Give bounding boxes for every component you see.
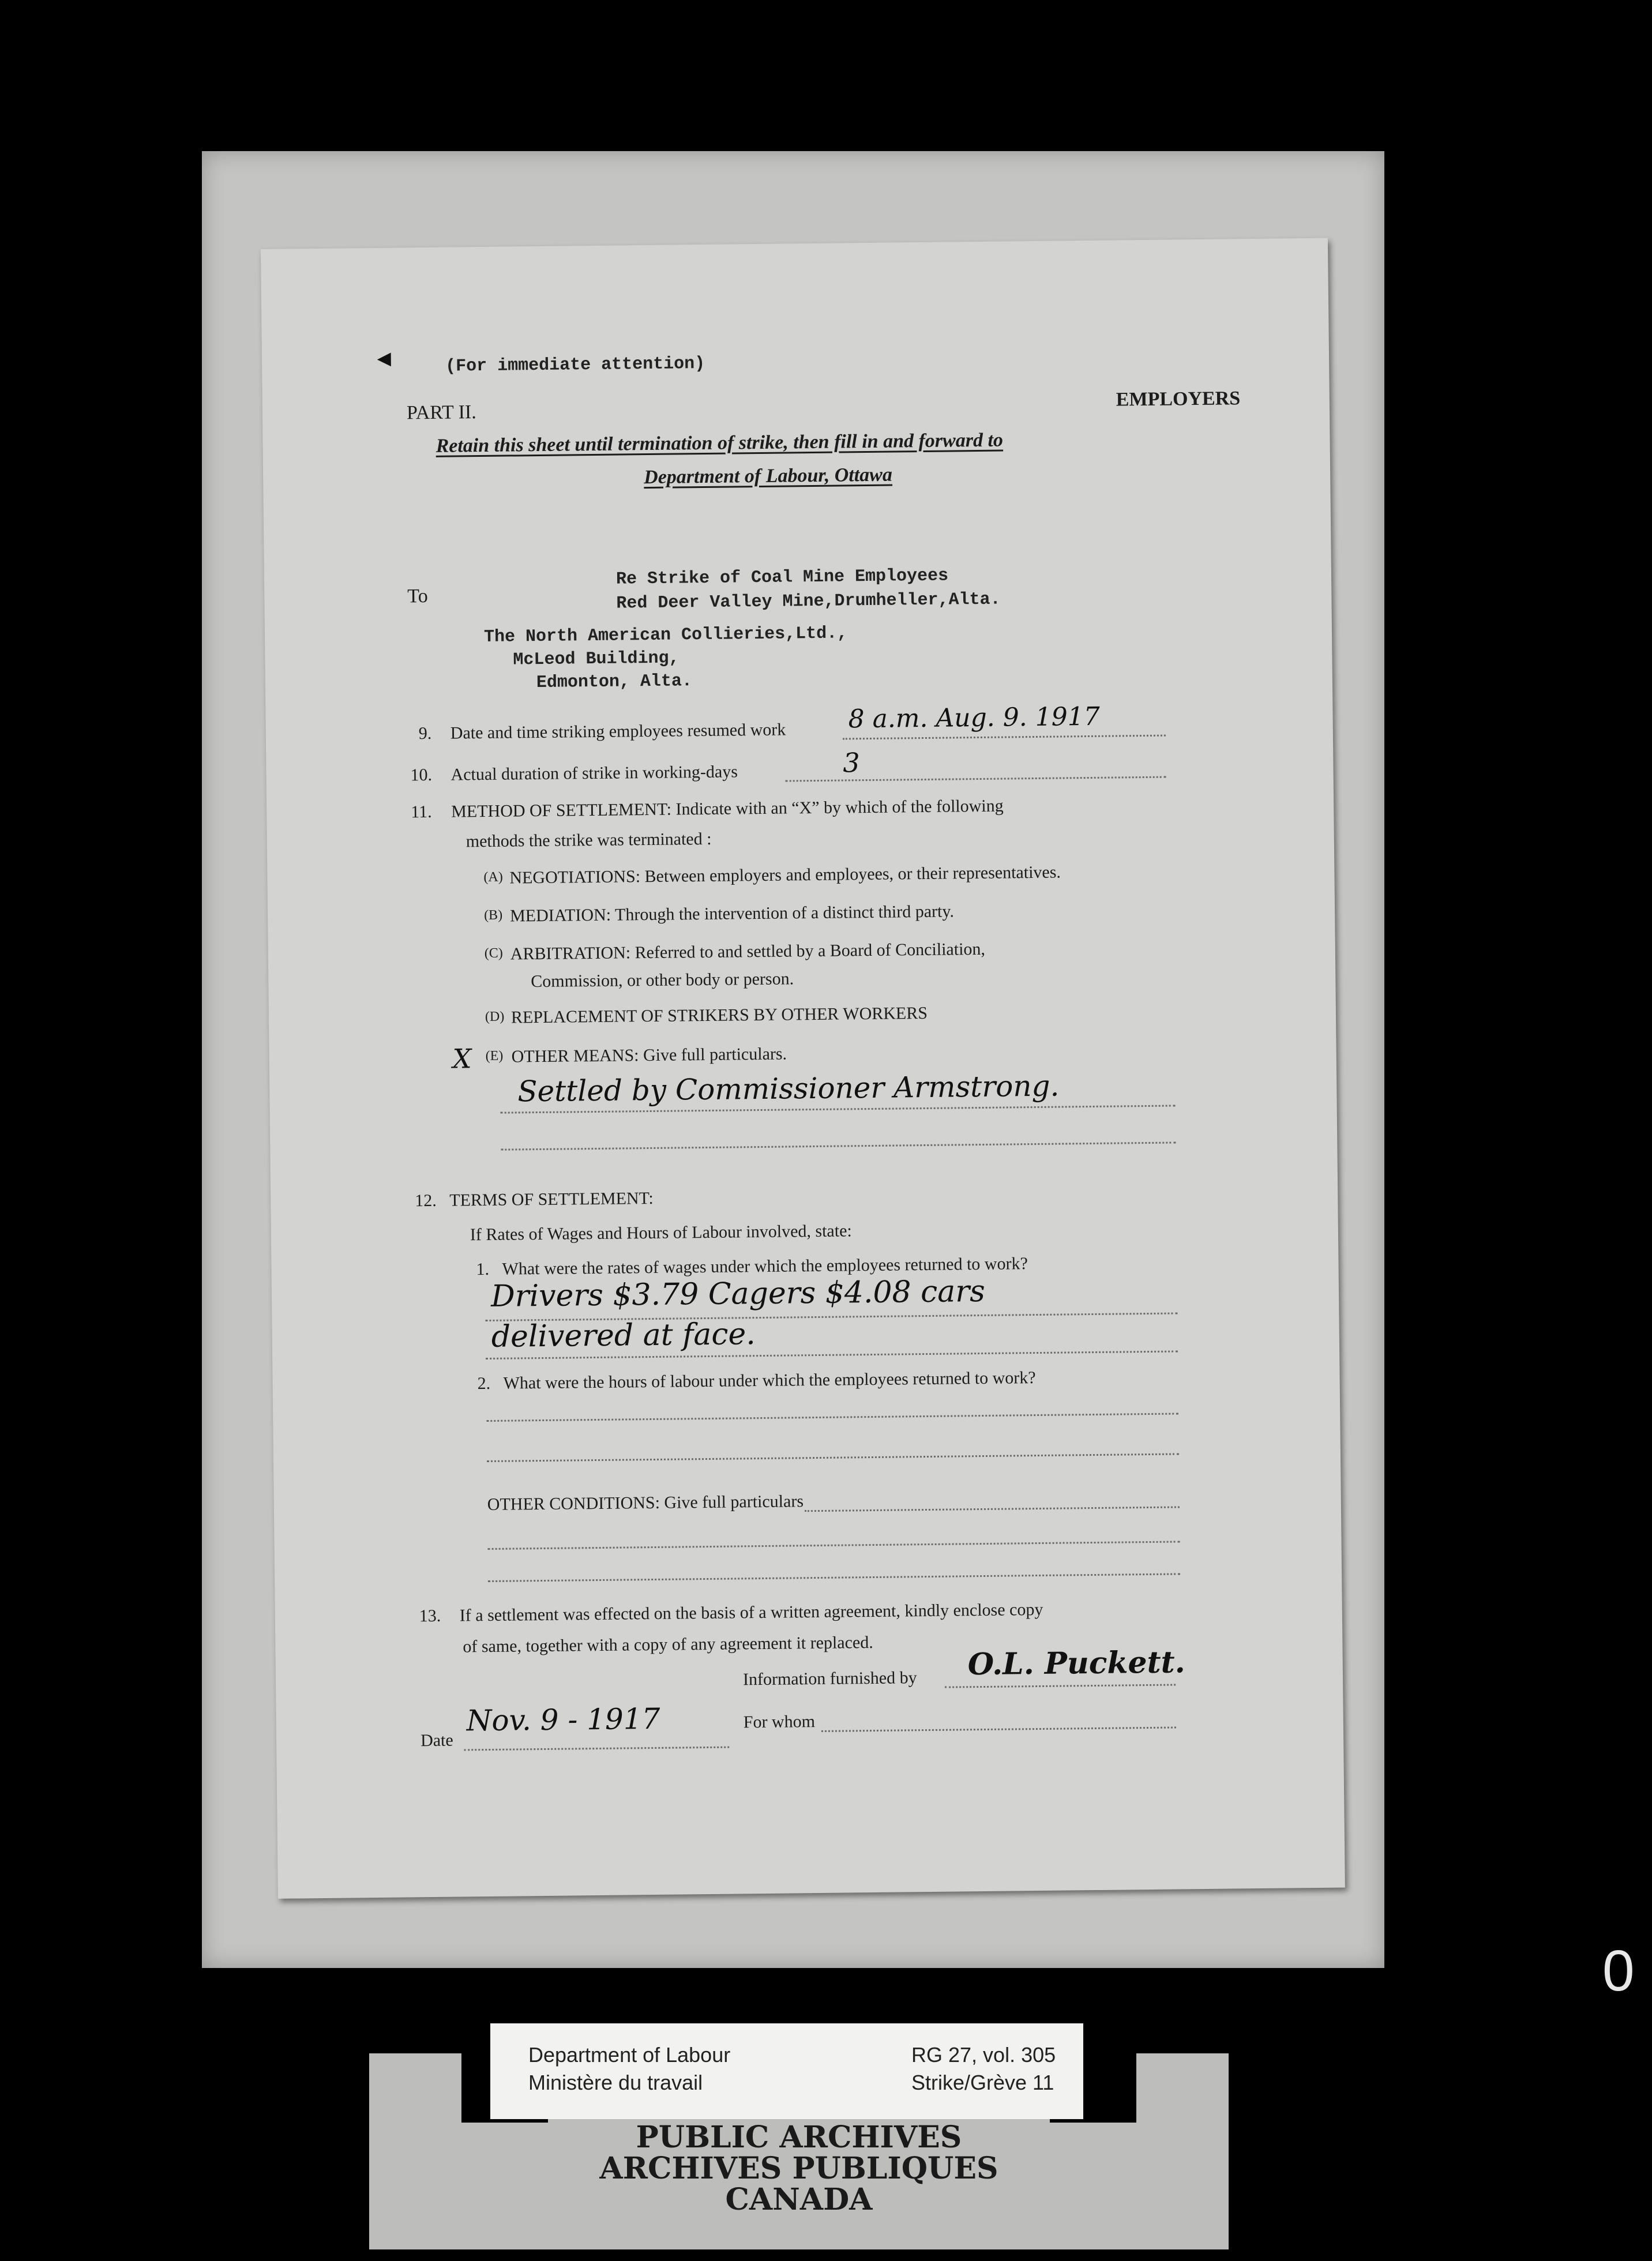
q9-answer-line — [843, 735, 1166, 740]
date-value: Nov. 9 - 1917 — [466, 1702, 660, 1738]
date-line — [464, 1747, 729, 1751]
q12-title: TERMS OF SETTLEMENT: — [449, 1188, 654, 1210]
q12-intro: If Rates of Wages and Hours of Labour involved, state: — [470, 1221, 852, 1245]
option-c-text-2: Commission, or other body or person. — [531, 969, 794, 991]
re-line-1: Re Strike of Coal Mine Employees — [615, 566, 949, 589]
q12-sub2-number: 2. — [477, 1373, 491, 1394]
q12-sub1-number: 1. — [476, 1259, 490, 1279]
option-d-letter: (D) — [485, 1009, 505, 1024]
stamp-line-2: ARCHIVES PUBLIQUES — [599, 2151, 998, 2186]
option-e-x-mark: X — [452, 1043, 472, 1075]
frame-mark: 0 — [1602, 1939, 1635, 2003]
option-b-letter: (B) — [483, 907, 503, 923]
company-name: The North American Collieries,Ltd., — [483, 624, 848, 647]
wages-answer-1: Drivers $3.79 Cagers $4.08 cars — [490, 1274, 986, 1314]
option-b-text: MEDIATION: Through the intervention of a distinct third party. — [509, 902, 955, 926]
q13-line-2: of same, together with a copy of any agreement it replaced. — [463, 1633, 873, 1657]
q11-number: 11. — [411, 802, 432, 822]
wages-answer-2: delivered at face. — [491, 1317, 756, 1354]
for-whom-line — [821, 1727, 1176, 1732]
option-c-text: ARBITRATION: Referred to and settled by a Board of Conciliation, — [510, 939, 986, 964]
stamp-line-3: CANADA — [725, 2182, 873, 2217]
q13-line-1: If a settlement was effected on the basis of a written agreement, kindly enclose copy — [459, 1599, 1043, 1625]
other-means-answer: Settled by Commissioner Armstrong. — [517, 1069, 1060, 1109]
information-furnished-label: Information furnished by — [742, 1668, 917, 1689]
q11-line-2: methods the strike was terminated : — [465, 829, 712, 851]
option-c-letter: (C) — [484, 945, 503, 962]
option-a-letter: (A) — [483, 869, 503, 885]
company-building: McLeod Building, — [513, 648, 679, 670]
q9-number: 9. — [418, 723, 432, 743]
arrow-mark-icon: ◄ — [372, 345, 396, 371]
re-line-2: Red Deer Valley Mine,Drumheller,Alta. — [616, 589, 1001, 614]
q12-sub2-question: What were the hours of labour under which the employees returned to work? — [503, 1368, 1036, 1393]
q10-number: 10. — [410, 765, 433, 785]
hours-line-2 — [487, 1453, 1179, 1462]
signature-line — [945, 1684, 1176, 1688]
strike-number: Strike/Grève 11 — [911, 2071, 1054, 2094]
for-whom-label: For whom — [743, 1712, 816, 1732]
other-conditions-line-3 — [488, 1573, 1180, 1582]
other-conditions-label: OTHER CONDITIONS: Give full particulars — [487, 1492, 804, 1515]
immediate-attention-note: (For immediate attention) — [445, 354, 705, 377]
other-conditions-line-2 — [488, 1541, 1180, 1550]
signature: O.L. Puckett. — [967, 1644, 1186, 1682]
instruction-line-1: Retain this sheet until termination of strike, then fill in and forward to — [435, 429, 1004, 457]
archive-reference-label — [490, 2023, 1083, 2119]
q13-number: 13. — [419, 1606, 441, 1626]
q9-label: Date and time striking employees resumed work — [450, 720, 786, 743]
other-conditions-line-1 — [805, 1506, 1180, 1512]
part-label: PART II. — [406, 401, 476, 424]
rg-reference: RG 27, vol. 305 — [911, 2043, 1056, 2067]
dept-french: Ministère du travail — [528, 2071, 703, 2094]
dept-english: Department of Labour — [528, 2043, 731, 2067]
option-d-text: REPLACEMENT OF STRIKERS BY OTHER WORKERS — [510, 1003, 928, 1027]
date-label: Date — [420, 1730, 453, 1751]
option-a-text: NEGOTIATIONS: Between employers and employees, or their representatives. — [509, 862, 1061, 888]
q10-answer: 3 — [843, 747, 860, 779]
q12-sub1-question: What were the rates of wages under which the employees returned to work? — [502, 1254, 1028, 1279]
stamp-line-1: PUBLIC ARCHIVES — [636, 2120, 962, 2155]
hours-line-1 — [486, 1413, 1178, 1422]
instruction-line-2: Department of Labour, Ottawa — [643, 464, 893, 489]
employers-label: EMPLOYERS — [1116, 388, 1241, 411]
q11-line-1: METHOD OF SETTLEMENT: Indicate with an “X” by which of the following — [451, 796, 1004, 821]
to-label: To — [407, 585, 428, 607]
q12-number: 12. — [415, 1190, 437, 1211]
q9-answer: 8 a.m. Aug. 9. 1917 — [848, 701, 1100, 734]
q10-label: Actual duration of strike in working-days — [450, 762, 738, 784]
option-e-letter: (E) — [485, 1048, 504, 1064]
company-city: Edmonton, Alta. — [536, 671, 693, 693]
other-means-line-2 — [501, 1141, 1176, 1150]
strike-form-page — [261, 238, 1345, 1899]
option-e-text: OTHER MEANS: Give full particulars. — [511, 1044, 787, 1066]
